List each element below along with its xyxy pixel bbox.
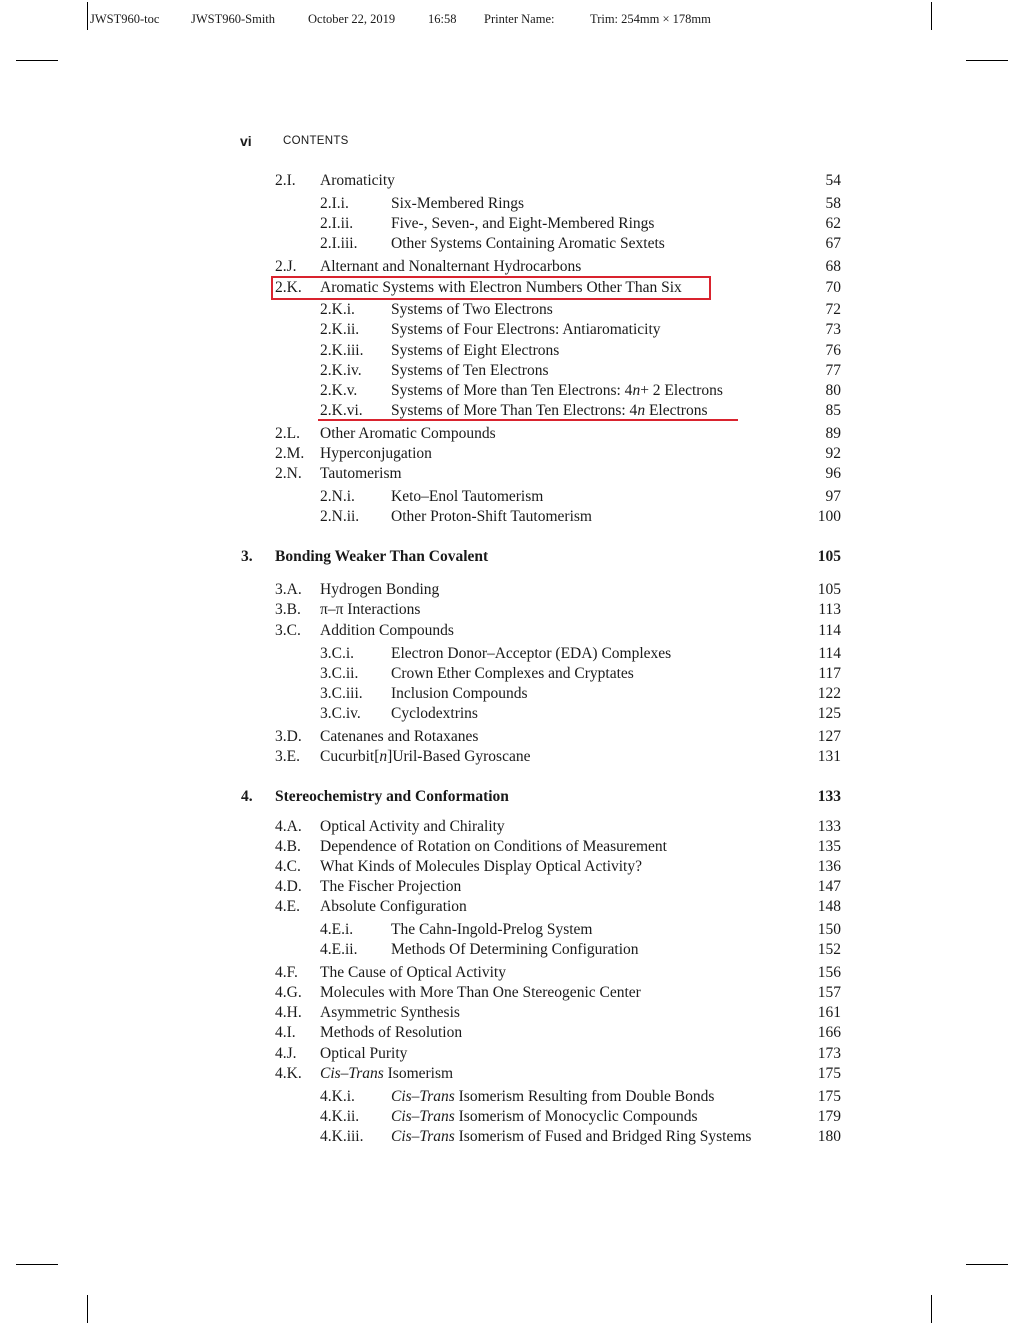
toc-entry	[0, 621, 1024, 641]
toc-entry-number: 2.I.i.	[320, 195, 349, 212]
title-italic: Cis–Trans	[320, 1065, 384, 1082]
toc-entry-number: 2.K.v.	[320, 382, 358, 399]
toc-subentry	[0, 1127, 1024, 1147]
toc-entry-page: 97	[825, 488, 841, 505]
crop-mark	[16, 60, 58, 61]
toc-entry-title	[320, 1064, 453, 1084]
toc-entry-title	[391, 401, 707, 421]
toc-entry-page: 89	[825, 425, 841, 442]
toc-entry-page: 114	[818, 622, 841, 639]
crop-mark	[931, 2, 932, 30]
toc-subentry	[0, 320, 1024, 340]
title-italic: Cis–Trans	[391, 1128, 455, 1145]
toc-entry-number: 2.I.iii.	[320, 235, 358, 252]
toc-entry-page: 180	[817, 1128, 841, 1145]
toc-entry-title: Keto–Enol Tautomerism	[391, 488, 544, 505]
toc-entry-title: Tautomerism	[320, 465, 402, 482]
toc-subentry	[0, 361, 1024, 381]
crop-mark	[87, 1295, 88, 1323]
toc-entry	[0, 747, 1024, 767]
toc-entry-number: 4.E.ii.	[320, 941, 358, 958]
toc-chapter-number: 4.	[241, 788, 253, 805]
toc-entry-title: Other Proton-Shift Tautomerism	[391, 508, 592, 525]
toc-entry-title: Other Aromatic Compounds	[320, 425, 496, 442]
toc-subentry	[0, 300, 1024, 320]
toc-subentry	[0, 214, 1024, 234]
toc-subentry	[0, 507, 1024, 527]
title-text: Isomerism	[383, 1065, 454, 1082]
toc-entry-title: π–π Interactions	[320, 601, 421, 618]
toc-entry	[0, 1023, 1024, 1043]
toc-chapter-title: Stereochemistry and Conformation	[275, 788, 509, 805]
toc-entry-number: 4.J.	[275, 1045, 297, 1062]
toc-entry-number: 4.E.	[275, 898, 300, 915]
toc-entry-title: The Cahn-Ingold-Prelog System	[391, 921, 593, 938]
toc-chapter-number: 3.	[241, 548, 253, 565]
highlight-box	[271, 276, 711, 300]
toc-entry	[0, 600, 1024, 620]
title-text: Systems of More than Ten Electrons: 4	[391, 382, 633, 399]
title-text: Isomerism Resulting from Double Bonds	[454, 1088, 715, 1105]
toc-subentry	[0, 1107, 1024, 1127]
toc-entry-number: 2.K.i.	[320, 301, 355, 318]
toc-entry	[0, 257, 1024, 277]
toc-entry-page: 114	[818, 645, 841, 662]
title-text: ]Uril-Based Gyroscane	[387, 748, 531, 765]
toc-entry-page: 72	[825, 301, 841, 318]
toc-entry-page: 58	[825, 195, 841, 212]
toc-chapter-title: Bonding Weaker Than Covalent	[275, 548, 489, 565]
toc-subentry	[0, 684, 1024, 704]
toc-entry-page: 175	[817, 1088, 841, 1105]
toc-entry-page: 150	[817, 921, 841, 938]
toc-entry-number: 2.K.iv.	[320, 362, 362, 379]
print-header-time: 16:58	[428, 12, 457, 26]
toc-entry-number: 3.A.	[275, 581, 302, 598]
toc-entry-title: Methods Of Determining Configuration	[391, 941, 639, 958]
toc-entry-page: 96	[825, 465, 841, 482]
toc-entry-title: Catenanes and Rotaxanes	[320, 728, 479, 745]
toc-entry-number: 4.G.	[275, 984, 302, 1001]
crop-mark	[966, 1264, 1008, 1265]
toc-entry	[0, 837, 1024, 857]
toc-entry-title	[391, 1127, 751, 1147]
toc-subentry	[0, 644, 1024, 664]
toc-entry-title: Optical Activity and Chirality	[320, 818, 505, 835]
toc-entry-page: 125	[817, 705, 841, 722]
toc-subentry	[0, 664, 1024, 684]
toc-entry-title: What Kinds of Molecules Display Optical Activity?	[320, 858, 642, 875]
toc-entry-page: 68	[825, 258, 841, 275]
page-number: vi	[240, 133, 252, 149]
toc-entry-number: 2.N.ii.	[320, 508, 360, 525]
toc-entry-page: 54	[825, 172, 841, 189]
toc-entry-number: 4.E.i.	[320, 921, 354, 938]
toc-entry-title: The Cause of Optical Activity	[320, 964, 506, 981]
toc-entry	[0, 727, 1024, 747]
toc-entry-title: Molecules with More Than One Stereogenic Center	[320, 984, 641, 1001]
toc-entry	[0, 877, 1024, 897]
toc-subentry-underlined	[0, 401, 1024, 421]
toc-entry-number: 3.C.iii.	[320, 685, 363, 702]
toc-entry-number: 3.C.iv.	[320, 705, 361, 722]
toc-entry	[0, 1064, 1024, 1084]
toc-entry-number: 4.H.	[275, 1004, 302, 1021]
toc-chapter	[0, 547, 1024, 567]
crop-mark	[87, 2, 88, 30]
title-text: Isomerism of Fused and Bridged Ring Systems	[454, 1128, 752, 1145]
toc-entry-number: 4.C.	[275, 858, 301, 875]
toc-entry-page: 147	[817, 878, 841, 895]
toc-entry-number: 3.E.	[275, 748, 300, 765]
print-header-file: JWST960-toc	[90, 12, 160, 26]
toc-entry-page: 100	[817, 508, 841, 525]
crop-mark	[931, 1295, 932, 1323]
title-text: Electrons	[645, 402, 708, 419]
crop-mark	[966, 60, 1008, 61]
toc-entry-title: Addition Compounds	[320, 622, 454, 639]
toc-entry-title: Systems of Ten Electrons	[391, 362, 549, 379]
toc-entry-page: 133	[817, 818, 841, 835]
toc-subentry	[0, 1087, 1024, 1107]
toc-entry-number: 4.D.	[275, 878, 302, 895]
title-italic: Cis–Trans	[391, 1088, 455, 1105]
toc-entry-title: Other Systems Containing Aromatic Sextets	[391, 235, 665, 252]
toc-entry-title: Methods of Resolution	[320, 1024, 463, 1041]
toc-entry	[0, 817, 1024, 837]
toc-entry-title: The Fischer Projection	[320, 878, 462, 895]
title-text: Cucurbit[	[320, 748, 380, 765]
title-italic: n	[379, 748, 388, 765]
toc-entry-number: 4.K.i.	[320, 1088, 355, 1105]
toc-entry	[0, 1003, 1024, 1023]
toc-entry-title: Systems of Four Electrons: Antiaromaticity	[391, 321, 661, 338]
toc-subentry	[0, 194, 1024, 214]
toc-entry-number: 2.I.	[275, 172, 296, 189]
print-header-printer: Printer Name:	[484, 12, 555, 26]
print-header-job: JWST960-Smith	[191, 12, 276, 26]
toc-entry-number: 2.M.	[275, 445, 305, 462]
toc-entry-page: 105	[817, 581, 841, 598]
toc-entry-page: 73	[825, 321, 841, 338]
toc-entry	[0, 897, 1024, 917]
toc-entry-title: Inclusion Compounds	[391, 685, 528, 702]
toc-subentry	[0, 234, 1024, 254]
toc-entry-page: 131	[817, 748, 841, 765]
toc-entry-number: 4.I.	[275, 1024, 296, 1041]
toc-entry	[0, 580, 1024, 600]
toc-chapter	[0, 787, 1024, 807]
toc-entry-title: Dependence of Rotation on Conditions of Measurement	[320, 838, 667, 855]
toc-entry-title: Asymmetric Synthesis	[320, 1004, 460, 1021]
toc-entry-page: 113	[818, 601, 841, 618]
page-label: CONTENTS	[283, 135, 349, 147]
toc-entry-title: Crown Ether Complexes and Cryptates	[391, 665, 634, 682]
highlight-underline	[318, 419, 738, 421]
toc-entry-title	[391, 1107, 698, 1127]
toc-entry-page: 70	[825, 279, 841, 296]
toc-entry-page: 136	[817, 858, 841, 875]
toc-entry	[0, 444, 1024, 464]
toc-chapter-page: 105	[817, 548, 841, 565]
toc-entry-number: 2.K.vi.	[320, 402, 363, 419]
toc-entry-page: 76	[825, 342, 841, 359]
toc-entry-title: Aromatic Systems with Electron Numbers Other Than Six	[320, 279, 682, 296]
toc-entry-number: 2.N.i.	[320, 488, 355, 505]
toc-entry-page: 156	[817, 964, 841, 981]
toc-entry-page: 157	[817, 984, 841, 1001]
toc-entry-title: Hydrogen Bonding	[320, 581, 440, 598]
toc-entry-title: Aromaticity	[320, 172, 395, 189]
toc-subentry	[0, 341, 1024, 361]
toc-entry-title: Cyclodextrins	[391, 705, 478, 722]
toc-entry-title: Electron Donor–Acceptor (EDA) Complexes	[391, 645, 672, 662]
toc-entry-page: 122	[817, 685, 841, 702]
toc-entry-page: 179	[817, 1108, 841, 1125]
toc-entry	[0, 983, 1024, 1003]
toc-entry	[0, 464, 1024, 484]
toc-entry-number: 4.F.	[275, 964, 298, 981]
toc-entry-page: 135	[817, 838, 841, 855]
toc-entry-number: 2.L.	[275, 425, 300, 442]
toc-entry-number: 4.K.iii.	[320, 1128, 364, 1145]
toc-entry-title: Alternant and Nonalternant Hydrocarbons	[320, 258, 582, 275]
toc-entry-number: 2.K.ii.	[320, 321, 360, 338]
toc-entry-number: 4.A.	[275, 818, 302, 835]
title-italic: Cis–Trans	[391, 1108, 455, 1125]
toc-entry-number: 3.C.	[275, 622, 301, 639]
toc-entry-page: 62	[825, 215, 841, 232]
toc-entry-title: Absolute Configuration	[320, 898, 467, 915]
toc-entry-title: Six-Membered Rings	[391, 195, 525, 212]
toc-entry-page: 85	[825, 402, 841, 419]
toc-entry-number: 2.K.iii.	[320, 342, 364, 359]
toc-entry-title	[391, 1087, 714, 1107]
print-header-trim: Trim: 254mm × 178mm	[590, 12, 711, 26]
toc-entry-page: 92	[825, 445, 841, 462]
title-text: + 2 Electrons	[640, 382, 723, 399]
toc-entry-page: 117	[818, 665, 841, 682]
title-italic: n	[632, 382, 641, 399]
toc-entry-title	[320, 747, 530, 767]
toc-entry	[0, 1044, 1024, 1064]
toc-subentry	[0, 487, 1024, 507]
title-text: Systems of More Than Ten Electrons: 4	[391, 402, 638, 419]
toc-entry-number: 2.J.	[275, 258, 297, 275]
toc-entry-number: 4.K.	[275, 1065, 302, 1082]
toc-entry-number: 4.K.ii.	[320, 1108, 360, 1125]
title-text: Isomerism of Monocyclic Compounds	[454, 1108, 698, 1125]
toc-entry-page: 152	[817, 941, 841, 958]
toc-entry-title: Systems of Two Electrons	[391, 301, 553, 318]
toc-entry-title: Five-, Seven-, and Eight-Membered Rings	[391, 215, 655, 232]
toc-subentry	[0, 704, 1024, 724]
toc-entry-page: 77	[825, 362, 841, 379]
toc-entry-number: 3.D.	[275, 728, 302, 745]
toc-entry-number: 4.B.	[275, 838, 301, 855]
toc-entry-page: 161	[817, 1004, 841, 1021]
toc-entry-number: 2.N.	[275, 465, 302, 482]
toc-entry	[0, 857, 1024, 877]
toc-entry-page: 175	[817, 1065, 841, 1082]
toc-entry-page: 67	[825, 235, 841, 252]
toc-entry-page: 148	[817, 898, 841, 915]
title-italic: n	[637, 402, 646, 419]
toc-chapter-page: 133	[817, 788, 841, 805]
toc-subentry	[0, 940, 1024, 960]
toc-entry-title	[391, 381, 723, 401]
toc-entry-title: Hyperconjugation	[320, 445, 432, 462]
toc-entry-number: 2.K.	[275, 279, 302, 296]
toc-subentry	[0, 381, 1024, 401]
toc-entry-page: 166	[817, 1024, 841, 1041]
toc-entry-page: 173	[817, 1045, 841, 1062]
toc-entry	[0, 963, 1024, 983]
toc-entry-number: 3.C.ii.	[320, 665, 359, 682]
toc-entry-number: 3.C.i.	[320, 645, 355, 662]
toc-subentry	[0, 920, 1024, 940]
toc-entry-number: 2.I.ii.	[320, 215, 354, 232]
toc-entry-title: Optical Purity	[320, 1045, 408, 1062]
toc-entry-title: Systems of Eight Electrons	[391, 342, 560, 359]
print-header-date: October 22, 2019	[308, 12, 396, 26]
toc-entry	[0, 171, 1024, 191]
toc-entry-page: 127	[817, 728, 841, 745]
toc-entry-page: 80	[825, 382, 841, 399]
crop-mark	[16, 1264, 58, 1265]
toc-entry	[0, 424, 1024, 444]
toc-entry-number: 3.B.	[275, 601, 301, 618]
